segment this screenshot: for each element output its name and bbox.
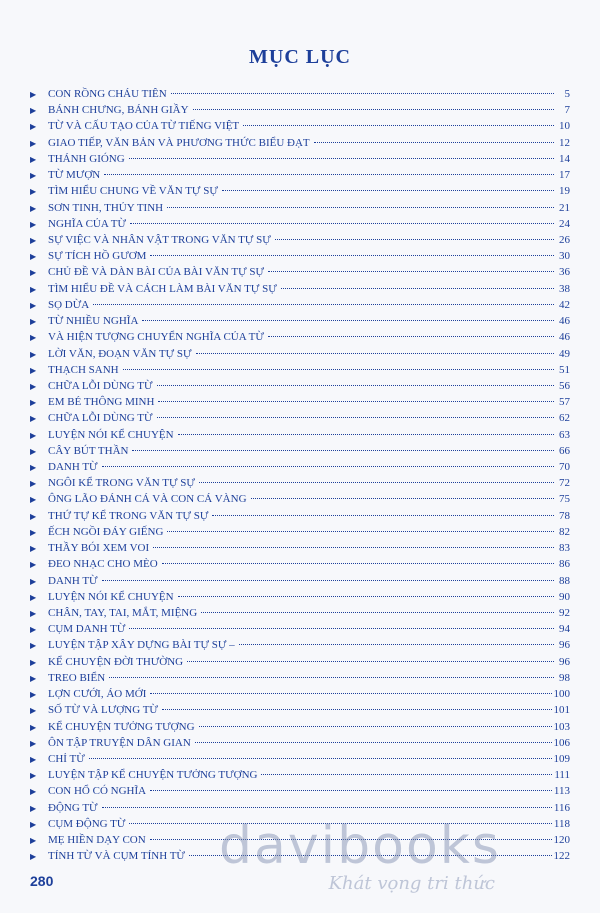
dot-leader — [167, 531, 554, 532]
dot-leader — [268, 336, 554, 337]
toc-entry-title: TỪ VÀ CẤU TẠO CỦA TỪ TIẾNG VIỆT — [48, 120, 240, 133]
toc-entry — [30, 573, 570, 589]
dot-leader — [142, 320, 554, 321]
dot-leader — [314, 142, 554, 143]
toc-entry — [30, 151, 570, 167]
triangle-right-icon: ▶ — [30, 90, 37, 99]
toc-entry-page: 63 — [559, 428, 570, 441]
toc-entry-title: CON HỔ CÓ NGHĨA — [48, 785, 147, 798]
dot-leader — [150, 693, 551, 694]
triangle-right-icon: ▶ — [30, 560, 37, 570]
toc-entry-title: LUYỆN TẬP XÂY DỰNG BÀI TỰ SỰ – — [48, 639, 235, 652]
toc-entry-page: 96 — [559, 639, 570, 652]
toc-entry-page: 36 — [559, 266, 570, 279]
toc-entry-page: 70 — [559, 461, 570, 474]
triangle-right-icon: ▶ — [30, 349, 37, 359]
toc-entry — [30, 313, 570, 329]
toc-entry-page: 49 — [559, 347, 570, 360]
triangle-right-icon: ▶ — [30, 398, 37, 408]
dot-leader — [162, 563, 554, 564]
triangle-right-icon: ▶ — [30, 203, 37, 213]
toc-entry — [30, 540, 570, 556]
triangle-right-icon: ▶ — [30, 446, 37, 456]
toc-entry-title: ÔN TẬP TRUYỆN DÂN GIAN — [48, 736, 191, 749]
toc-entry-title: EM BÉ THÔNG MINH — [48, 396, 155, 409]
triangle-right-icon: ▶ — [30, 754, 37, 764]
dot-leader — [130, 223, 554, 224]
toc-entry-title: SỰ TÍCH HỒ GƯƠM — [48, 250, 147, 263]
toc-entry-page: 51 — [559, 363, 570, 376]
toc-entry — [30, 848, 570, 864]
toc-entry-title: KỂ CHUYỆN TƯỞNG TƯỢNG — [48, 720, 195, 733]
toc-entry-page: 100 — [553, 688, 570, 701]
toc-entry-title: LỜI VĂN, ĐOẠN VĂN TỰ SỰ — [48, 347, 192, 360]
triangle-right-icon: ▶ — [30, 706, 37, 716]
toc-entry — [30, 281, 570, 297]
triangle-right-icon: ▶ — [30, 495, 37, 505]
toc-entry-title: THÁNH GIÓNG — [48, 152, 125, 165]
watermark-brand: davibooks — [219, 816, 501, 876]
triangle-right-icon: ▶ — [30, 592, 37, 602]
dot-leader — [167, 207, 554, 208]
toc-entry — [30, 751, 570, 767]
toc-entry — [30, 86, 570, 102]
toc-entry-page: 106 — [553, 736, 570, 749]
toc-entry-title: GIAO TIẾP, VĂN BẢN VÀ PHƯƠNG THỨC BIỂU ĐẠT — [48, 136, 310, 149]
toc-entry — [30, 702, 570, 718]
toc-entry-page: 94 — [559, 623, 570, 636]
triangle-right-icon: ▶ — [30, 819, 37, 829]
toc-entry-title: CON RỒNG CHÁU TIÊN — [48, 88, 167, 100]
toc-entry-page: 118 — [553, 817, 570, 830]
dot-leader — [102, 807, 552, 808]
triangle-right-icon: ▶ — [30, 609, 37, 618]
toc-entry-page: 46 — [559, 331, 570, 344]
dot-leader — [104, 174, 554, 175]
toc-entry — [30, 654, 570, 670]
toc-entry-title: BÁNH CHƯNG, BÁNH GIẦY — [48, 104, 189, 117]
dot-leader — [150, 839, 552, 840]
toc-entry — [30, 443, 570, 459]
triangle-right-icon: ▶ — [30, 171, 37, 181]
triangle-right-icon: ▶ — [30, 381, 37, 391]
triangle-right-icon: ▶ — [30, 625, 37, 635]
dot-leader — [123, 369, 554, 370]
toc-entry-title: DANH TỪ — [48, 574, 98, 587]
triangle-right-icon: ▶ — [30, 317, 37, 327]
dot-leader — [195, 742, 552, 743]
toc-entry-page: 111 — [554, 769, 570, 782]
triangle-right-icon: ▶ — [30, 268, 37, 278]
page-title: MỤC LỤC — [249, 46, 351, 68]
toc-entry-page: 24 — [559, 217, 570, 230]
toc-entry-title: ẾCH NGỒI ĐÁY GIẾNG — [48, 525, 164, 538]
toc-entry-page: 92 — [559, 607, 570, 619]
dot-leader — [93, 304, 554, 305]
triangle-right-icon: ▶ — [30, 106, 37, 116]
dot-leader — [189, 855, 552, 856]
dot-leader — [129, 823, 552, 824]
toc-entry-page: 122 — [553, 850, 570, 863]
toc-entry-page: 19 — [559, 185, 570, 198]
dot-leader — [153, 547, 554, 548]
watermark-tagline: Khát vọng tri thức — [328, 873, 495, 894]
triangle-right-icon: ▶ — [30, 544, 37, 554]
toc-entry — [30, 475, 570, 491]
toc-entry — [30, 362, 570, 378]
toc-entry-page: 7 — [564, 104, 570, 117]
toc-entry-title: MẸ HIỀN DẠY CON — [48, 834, 146, 847]
toc-entry-page: 120 — [553, 834, 570, 847]
triangle-right-icon: ▶ — [30, 787, 37, 797]
triangle-right-icon: ▶ — [30, 673, 37, 683]
dot-leader — [102, 580, 554, 581]
toc-entry-title: LỢN CƯỚI, ÁO MỚI — [48, 688, 147, 701]
toc-entry-title: THẠCH SANH — [48, 363, 119, 376]
toc-entry-page: 10 — [559, 120, 570, 133]
toc-entry-title: THỨ TỰ KỂ TRONG VĂN TỰ SỰ — [48, 509, 209, 522]
table-of-contents — [30, 86, 570, 865]
toc-entry-page: 101 — [553, 704, 570, 717]
toc-entry — [30, 556, 570, 572]
triangle-right-icon: ▶ — [30, 803, 37, 813]
triangle-right-icon: ▶ — [30, 771, 37, 781]
dot-leader — [109, 677, 554, 678]
dot-leader — [239, 644, 554, 645]
toc-entry-title: ĐỘNG TỪ — [48, 801, 98, 814]
toc-entry-title: SỰ VIỆC VÀ NHÂN VẬT TRONG VĂN TỰ SỰ — [48, 233, 271, 246]
dot-leader — [157, 417, 554, 418]
toc-entry-title: SƠN TINH, THỦY TINH — [48, 201, 164, 214]
toc-entry — [30, 524, 570, 540]
toc-entry-page: 12 — [559, 136, 570, 149]
toc-entry — [30, 491, 570, 507]
triangle-right-icon: ▶ — [30, 187, 37, 197]
dot-leader — [201, 612, 554, 613]
triangle-right-icon: ▶ — [30, 576, 37, 586]
toc-entry — [30, 589, 570, 605]
toc-entry-page: 113 — [553, 785, 570, 798]
toc-entry-page: 66 — [559, 444, 570, 457]
toc-entry-title: VÀ HIỆN TƯỢNG CHUYỂN NGHĨA CỦA TỪ — [48, 331, 264, 344]
toc-entry-page: 26 — [559, 233, 570, 246]
dot-leader — [157, 385, 554, 386]
toc-entry — [30, 427, 570, 443]
toc-entry-page: 46 — [559, 315, 570, 328]
dot-leader — [132, 450, 554, 451]
dot-leader — [178, 596, 554, 597]
toc-entry-title: CỤM DANH TỪ — [48, 623, 126, 636]
dot-leader — [129, 158, 554, 159]
triangle-right-icon: ▶ — [30, 235, 37, 245]
dot-leader — [187, 661, 554, 662]
toc-entry-page: 57 — [559, 396, 570, 409]
triangle-right-icon: ▶ — [30, 641, 37, 651]
toc-entry-page: 17 — [559, 169, 570, 182]
triangle-right-icon: ▶ — [30, 690, 37, 700]
dot-leader — [261, 774, 552, 775]
toc-entry — [30, 329, 570, 345]
dot-leader — [199, 726, 552, 727]
toc-entry — [30, 248, 570, 264]
toc-entry-page: 14 — [559, 152, 570, 165]
dot-leader — [150, 255, 554, 256]
toc-entry — [30, 459, 570, 475]
triangle-right-icon: ▶ — [30, 722, 37, 732]
dot-leader — [158, 401, 554, 402]
toc-entry-title: ÔNG LÃO ĐÁNH CÁ VÀ CON CÁ VÀNG — [48, 493, 247, 506]
dot-leader — [178, 434, 554, 435]
toc-entry-page: 103 — [553, 720, 570, 733]
triangle-right-icon: ▶ — [30, 300, 37, 310]
toc-entry — [30, 232, 570, 248]
toc-entry-title: THẦY BÓI XEM VOI — [48, 542, 150, 555]
dot-leader — [212, 515, 554, 516]
toc-entry-title: TREO BIỂN — [48, 671, 106, 684]
toc-entry — [30, 735, 570, 751]
dot-leader — [162, 709, 552, 710]
toc-entry — [30, 102, 570, 118]
toc-entry-title: NGHĨA CỦA TỪ — [48, 217, 127, 230]
toc-entry-title: LUYỆN NÓI KỂ CHUYỆN — [48, 428, 174, 441]
triangle-right-icon: ▶ — [30, 284, 37, 294]
toc-entry — [30, 216, 570, 232]
toc-entry-title: CỤM ĐỘNG TỪ — [48, 817, 126, 830]
triangle-right-icon: ▶ — [30, 657, 37, 667]
toc-entry-page: 42 — [559, 298, 570, 311]
dot-leader — [275, 239, 554, 240]
toc-entry-title: CHỮA LỖI DÙNG TỪ — [48, 412, 153, 425]
toc-entry-title: TÌM HIỂU CHUNG VỀ VĂN TỰ SỰ — [48, 185, 218, 198]
toc-entry — [30, 508, 570, 524]
toc-entry-page: 72 — [559, 477, 570, 490]
toc-entry-title: CHỮA LỖI DÙNG TỪ — [48, 379, 153, 392]
dot-leader — [171, 93, 554, 94]
toc-entry-page: 98 — [559, 671, 570, 684]
toc-entry-title: SỐ TỪ VÀ LƯỢNG TỪ — [48, 704, 158, 717]
dot-leader — [196, 353, 554, 354]
toc-entry-page: 96 — [559, 655, 570, 668]
toc-entry — [30, 767, 570, 783]
dot-leader — [129, 628, 554, 629]
toc-entry-title: CHÂN, TAY, TAI, MẮT, MIỆNG — [48, 607, 198, 619]
toc-entry-page: 86 — [559, 558, 570, 571]
toc-entry-title: KỂ CHUYỆN ĐỜI THƯỜNG — [48, 655, 184, 668]
triangle-right-icon: ▶ — [30, 122, 37, 132]
toc-entry-page: 90 — [559, 590, 570, 603]
triangle-right-icon: ▶ — [30, 852, 37, 862]
toc-entry-page: 38 — [559, 282, 570, 295]
triangle-right-icon: ▶ — [30, 527, 37, 537]
toc-entry-title: LUYỆN NÓI KỂ CHUYỆN — [48, 590, 174, 603]
toc-entry — [30, 394, 570, 410]
toc-entry — [30, 816, 570, 832]
toc-entry — [30, 410, 570, 426]
dot-leader — [222, 190, 554, 191]
toc-entry-title: DANH TỪ — [48, 461, 98, 474]
toc-entry-page: 109 — [553, 752, 570, 765]
triangle-right-icon: ▶ — [30, 430, 37, 440]
toc-entry-title: CÂY BÚT THẦN — [48, 444, 129, 457]
triangle-right-icon: ▶ — [30, 463, 37, 473]
dot-leader — [89, 758, 552, 759]
toc-entry — [30, 118, 570, 134]
toc-entry-page: 56 — [559, 379, 570, 392]
triangle-right-icon: ▶ — [30, 138, 37, 148]
dot-leader — [281, 288, 554, 289]
page-number: 280 — [30, 873, 54, 889]
toc-entry — [30, 670, 570, 686]
dot-leader — [193, 109, 554, 110]
toc-entry — [30, 686, 570, 702]
triangle-right-icon: ▶ — [30, 414, 37, 424]
dot-leader — [199, 482, 554, 483]
dot-leader — [150, 790, 552, 791]
dot-leader — [251, 498, 554, 499]
toc-entry — [30, 605, 570, 621]
triangle-right-icon: ▶ — [30, 333, 37, 343]
toc-entry-title: TỪ NHIỀU NGHĨA — [48, 315, 139, 328]
toc-entry — [30, 378, 570, 394]
dot-leader — [102, 466, 554, 467]
triangle-right-icon: ▶ — [30, 511, 37, 521]
triangle-right-icon: ▶ — [30, 836, 37, 846]
toc-entry-page: 62 — [559, 412, 570, 425]
triangle-right-icon: ▶ — [30, 154, 37, 164]
toc-entry-page: 75 — [559, 493, 570, 506]
toc-entry-page: 82 — [559, 525, 570, 538]
toc-entry-page: 88 — [559, 574, 570, 587]
toc-entry-title: LUYỆN TẬP KỂ CHUYỆN TƯỞNG TƯỢNG — [48, 769, 258, 782]
toc-entry — [30, 621, 570, 637]
toc-entry — [30, 183, 570, 199]
toc-entry — [30, 832, 570, 848]
toc-entry-title: CHỈ TỪ — [48, 752, 85, 765]
toc-entry — [30, 135, 570, 151]
toc-entry-page: 116 — [553, 801, 570, 814]
toc-entry-page: 30 — [559, 250, 570, 263]
triangle-right-icon: ▶ — [30, 252, 37, 262]
toc-entry — [30, 637, 570, 653]
dot-leader — [268, 271, 554, 272]
toc-entry — [30, 297, 570, 313]
triangle-right-icon: ▶ — [30, 219, 37, 229]
toc-entry-title: TỪ MƯỢN — [48, 169, 101, 182]
toc-entry — [30, 167, 570, 183]
toc-entry-title: ĐEO NHẠC CHO MÈO — [48, 558, 158, 571]
triangle-right-icon: ▶ — [30, 738, 37, 748]
toc-entry-title: SỌ DỪA — [48, 298, 90, 311]
toc-entry — [30, 800, 570, 816]
toc-entry-page: 78 — [559, 509, 570, 522]
triangle-right-icon: ▶ — [30, 365, 37, 375]
toc-entry — [30, 719, 570, 735]
toc-entry-title: CHỦ ĐỀ VÀ DÀN BÀI CỦA BÀI VĂN TỰ SỰ — [48, 266, 265, 279]
toc-entry-page: 5 — [564, 88, 570, 100]
toc-entry — [30, 200, 570, 216]
toc-entry-title: TÌM HIỂU ĐỀ VÀ CÁCH LÀM BÀI VĂN TỰ SỰ — [48, 282, 277, 295]
toc-entry-title: TÍNH TỪ VÀ CỤM TÍNH TỪ — [48, 850, 185, 863]
toc-entry-page: 83 — [559, 542, 570, 555]
dot-leader — [243, 125, 554, 126]
toc-entry-page: 21 — [559, 201, 570, 214]
triangle-right-icon: ▶ — [30, 479, 37, 489]
toc-entry-title: NGÔI KỂ TRONG VĂN TỰ SỰ — [48, 477, 195, 490]
toc-entry — [30, 346, 570, 362]
toc-entry — [30, 783, 570, 799]
toc-entry — [30, 264, 570, 280]
